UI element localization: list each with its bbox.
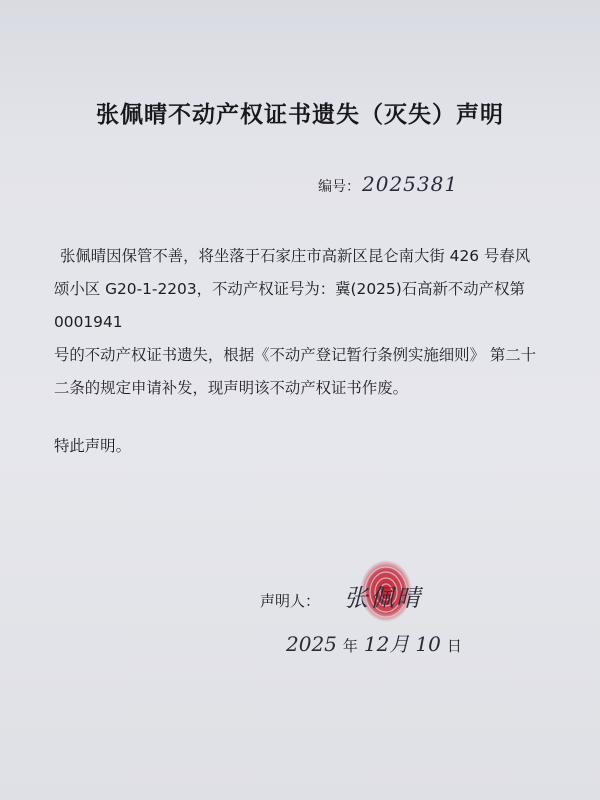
date-day: 10: [415, 632, 441, 656]
serial-label: 编号：: [318, 179, 360, 195]
paragraph-line: 张佩晴因保管不善，将坐落于石家庄市高新区昆仑南大街 426 号春风: [60, 247, 531, 265]
declarant-label: 声明人：: [260, 592, 321, 610]
serial-value: 2025381: [362, 172, 459, 196]
serial-number: [318, 172, 458, 196]
date-month: 12月: [363, 632, 410, 656]
paragraph-line: 二条的规定申请补发，现声明该不动产权证书作废。: [54, 379, 408, 397]
statement-paragraph: [54, 240, 574, 405]
paragraph-line: 颂小区 G20-1-2203，不动产权证号为：冀(2025)石高新不动产权第 0001941: [54, 280, 525, 331]
document-title: 张佩晴不动产权证书遗失（灭失）声明: [96, 102, 504, 128]
closing-statement: 特此声明。: [54, 437, 131, 455]
date-year-unit: 年: [342, 637, 358, 655]
date-year: 2025: [286, 632, 337, 656]
paragraph-line: 号的不动产权证书遗失，根据《不动产登记暂行条例实施细则》 第二十: [54, 346, 537, 364]
signing-date: [286, 628, 462, 657]
date-day-unit: 日: [446, 637, 462, 655]
handwritten-signature: 张佩晴: [344, 584, 422, 612]
